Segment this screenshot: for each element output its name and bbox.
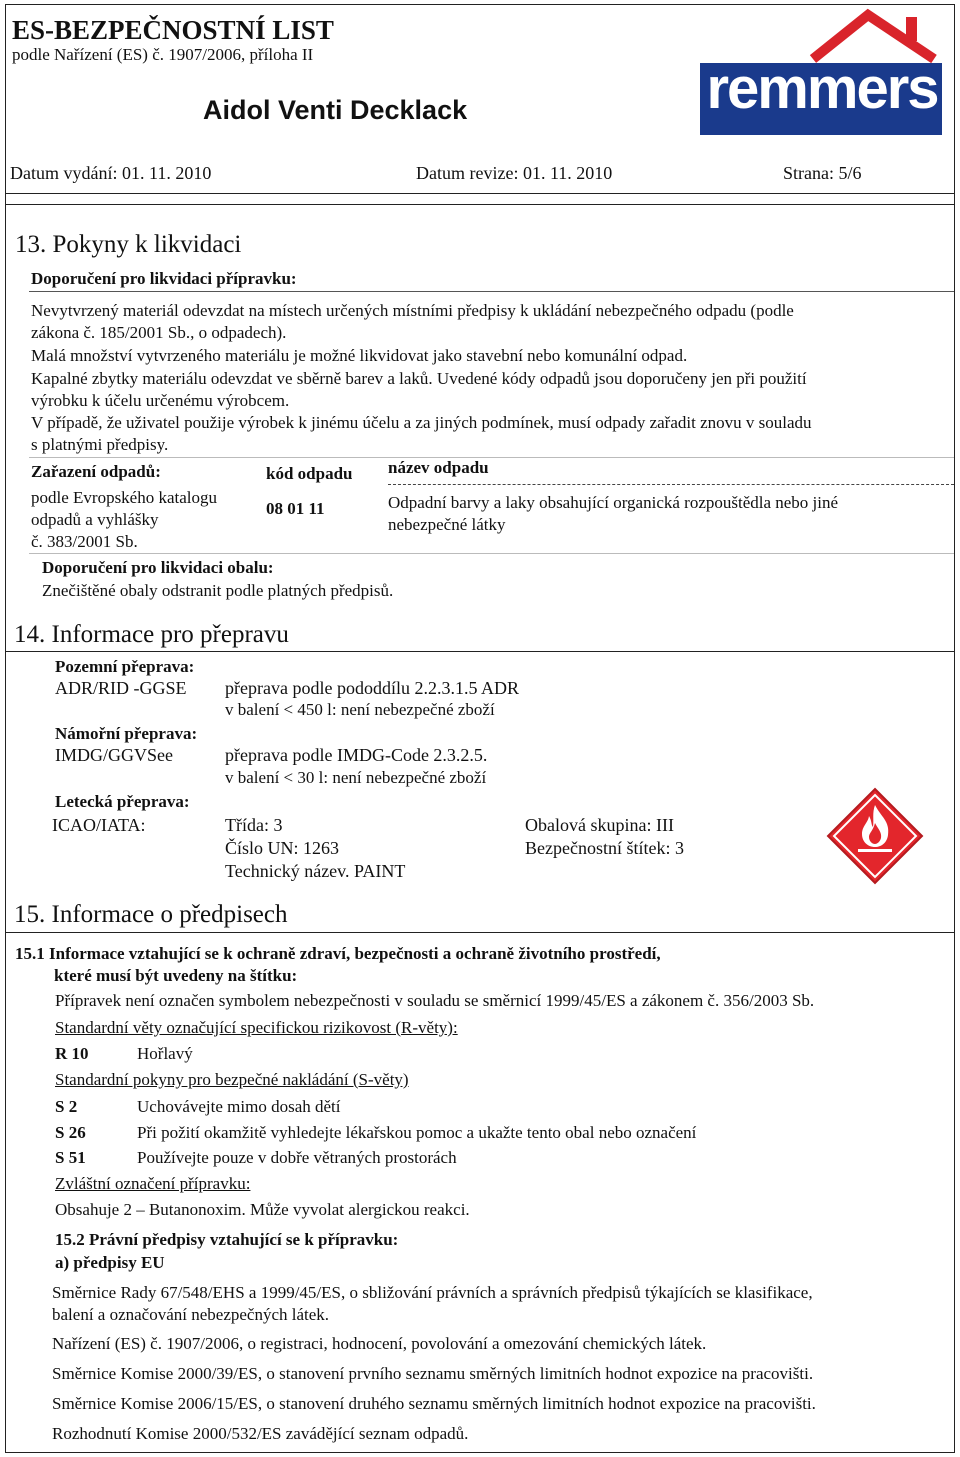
s-phrase-text: Používejte pouze v dobře větraných prostorách [137,1148,457,1167]
paragraph: Nevytvrzený materiál odevzdat na místech určených místními předpisy k ukládání nebezpečného odpadu (podle [31,301,794,320]
air-transport-heading: Letecká přeprava: [55,792,190,811]
waste-classification-heading: Zařazení odpadů: [31,462,161,481]
divider [6,651,954,652]
divider [6,932,954,933]
prep-disposal-heading-text: Doporučení pro likvidaci přípravku: [31,269,297,288]
paragraph: zákona č. 185/2001 Sb., o odpadech). [31,323,287,342]
regulation-item: Směrnice Komise 2006/15/ES, o stanovení druhého seznamu směrných limitních hodnot expozice na pracovišti. [52,1394,816,1413]
sea-transport-text: přeprava podle IMDG-Code 2.3.2.5. [225,745,488,765]
catalog-text: č. 383/2001 Sb. [31,532,138,551]
paragraph: s platnými předpisy. [31,435,169,454]
document-page [5,4,955,1453]
paragraph: Kapalné zbytky materiálu odevzdat ve sběrně barev a laků. Uvedené kódy odpadů jsou doporučeny jen při použití [31,369,807,388]
sea-transport-text: v balení < 30 l: není nebezpečné zboží [225,768,487,787]
r-phrase-text: Hořlavý [137,1044,193,1063]
divider [29,291,954,292]
flammable-hazard-icon [826,787,924,885]
regulation-item: Směrnice Rady 67/548/EHS a 1999/45/ES, o sbližování právních a správních předpisů týkajících se klasifikace, [52,1283,813,1302]
issue-date: Datum vydání: 01. 11. 2010 [10,163,212,183]
paragraph: Malá množství vytvrzeného materiálu je možné likvidovat jako stavební nebo komunální odpad. [31,346,688,365]
waste-code-header: kód odpadu [266,464,353,483]
land-transport-heading: Pozemní přeprava: [55,657,195,676]
product-name: Aidol Venti Decklack [203,95,468,125]
revision-date: Datum revize: 01. 11. 2010 [416,163,613,183]
header-divider [6,193,954,194]
regulation-item: balení a označování nebezpečných látek. [52,1305,330,1324]
land-transport-text: v balení < 450 l: není nebezpečné zboží [225,700,495,719]
safety-label: Bezpečnostní štítek: 3 [525,838,684,858]
section-14-title: 14. Informace pro přepravu [14,621,289,648]
header-divider-2 [6,204,954,205]
page-number: Strana: 5/6 [783,163,862,183]
waste-code-value: 08 01 11 [266,499,325,518]
subsection-15-1-title: 15.1 Informace vztahující se k ochraně zdraví, bezpečnosti a ochraně životního prostředí, [15,944,661,963]
divider [388,484,954,485]
regulation-item: Směrnice Komise 2000/39/ES, o stanovení prvního seznamu směrných limitních hodnot expozice na pracovišti. [52,1364,814,1383]
regulation-item: Nařízení (ES) č. 1907/2006, o registraci, hodnocení, povolování a omezování chemických látek. [52,1334,707,1353]
un-number: Číslo UN: 1263 [225,838,340,858]
sea-transport-code: IMDG/GGVSee [55,745,173,765]
land-transport-code: ADR/RID -GGSE [55,678,187,698]
section-15-title: 15. Informace o předpisech [14,901,288,928]
paragraph: výrobku k účelu určenému výrobcem. [31,391,290,410]
regulation-item: Rozhodnutí Komise 2000/532/ES zavádějící seznam odpadů. [52,1424,469,1443]
hazard-symbol-text: Přípravek není označen symbolem nebezpečnosti v souladu se směrnicí 1999/45/ES a zákonem č. 356/2003 Sb. [55,991,815,1010]
prep-disposal-heading [31,269,297,289]
s-phrase-text: Uchovávejte mimo dosah dětí [137,1097,341,1116]
paragraph: V případě, že uživatel použije výrobek k jinému účelu a za jiných podmínek, musí odpady zařadit znovu v souladu [31,413,812,432]
s-phrases-heading: Standardní pokyny pro bezpečné nakládání (S-věty) [55,1070,409,1089]
transport-class: Třída: 3 [225,815,283,835]
subsection-15-1-title: které musí být uvedeny na štítku: [54,966,298,985]
divider [29,457,954,458]
air-transport-code: ICAO/IATA: [52,815,146,835]
s-phrase-code: S 2 [55,1097,78,1116]
s-phrase-code: S 51 [55,1148,86,1167]
r-phrases-heading: Standardní věty označující specifickou rizikovost (R-věty): [55,1018,458,1037]
divider [29,553,954,554]
regulation-subtitle: podle Nařízení (ES) č. 1907/2006, příloha II [12,45,314,64]
packaging-disposal-heading: Doporučení pro likvidaci obalu: [42,558,274,577]
section-13-title: 13. Pokyny k likvidaci [15,231,242,258]
document-title: ES-BEZPEČNOSTNÍ LIST [12,15,334,45]
sea-transport-heading: Námořní přeprava: [55,724,198,743]
waste-name-header: název odpadu [388,458,489,477]
waste-name-value: Odpadní barvy a laky obsahující organická rozpouštědla nebo jiné [388,493,839,512]
s-phrase-text: Při požití okamžitě vyhledejte lékařskou pomoc a ukažte tento obal nebo označení [137,1123,697,1142]
technical-name: Technický název. PAINT [225,861,406,881]
waste-name-value: nebezpečné látky [388,515,506,534]
catalog-text: podle Evropského katalogu [31,488,218,507]
eu-regulations-heading: a) předpisy EU [55,1253,165,1272]
subsection-15-2-title: 15.2 Právní předpisy vztahující se k přípravku: [55,1230,399,1249]
land-transport-text: přeprava podle pododdílu 2.2.3.1.5 ADR [225,678,519,698]
r-phrase-code: R 10 [55,1044,89,1063]
packaging-disposal-text: Znečištěné obaly odstranit podle platných předpisů. [42,581,394,600]
special-label-text: Obsahuje 2 – Butanonoxim. Může vyvolat alergickou reakci. [55,1200,470,1219]
catalog-text: odpadů a vyhlášky [31,510,159,529]
logo-text: remmers [706,56,938,121]
remmers-logo [698,7,948,137]
s-phrase-code: S 26 [55,1123,86,1142]
packing-group: Obalová skupina: III [525,815,674,835]
special-label-heading: Zvláštní označení přípravku: [55,1174,251,1193]
